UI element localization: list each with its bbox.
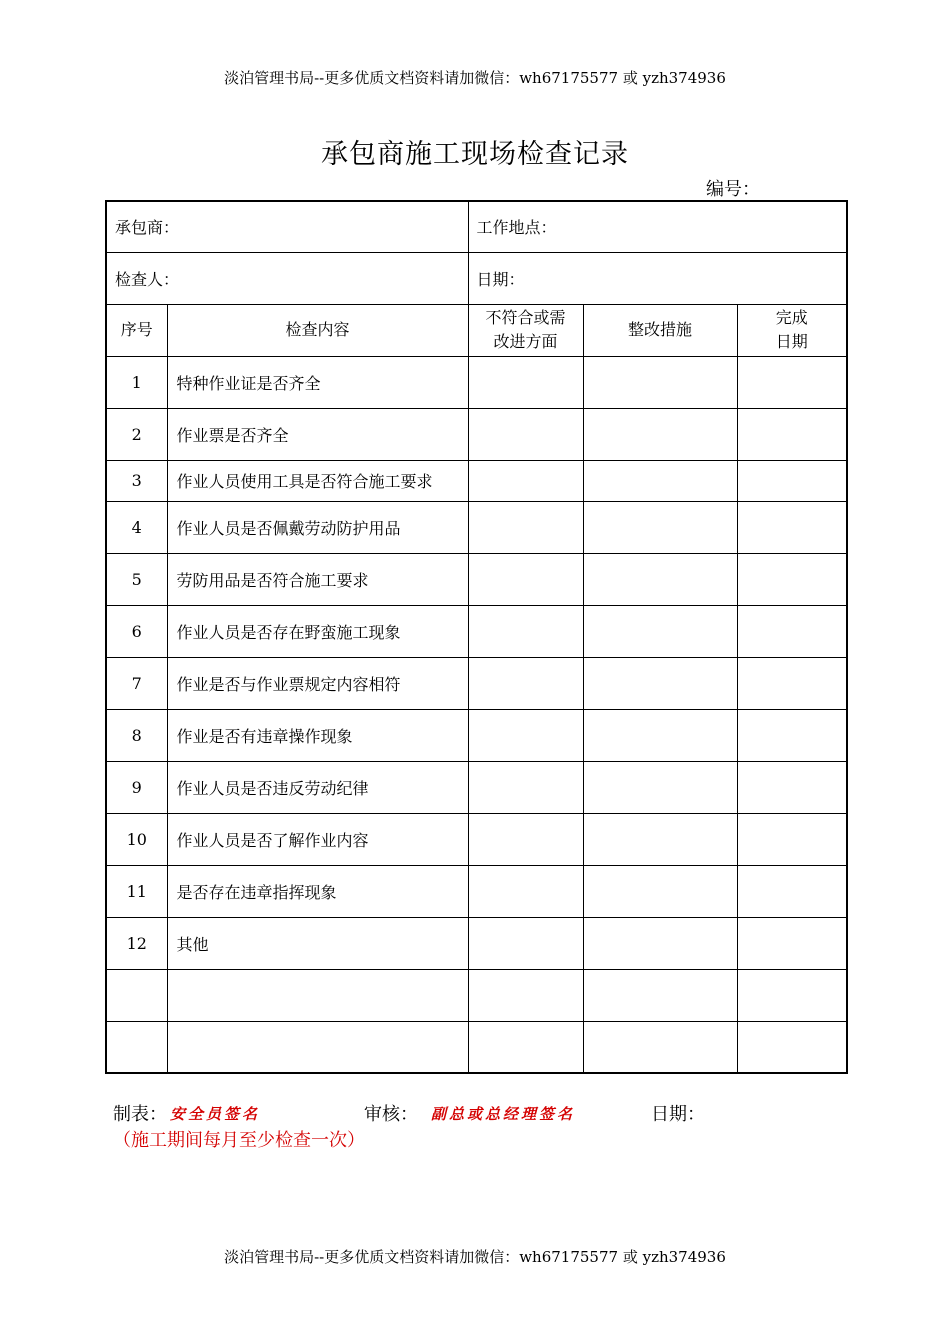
measures-cell[interactable] <box>583 553 737 605</box>
row-item: 作业人员是否存在野蛮施工现象 <box>167 605 468 657</box>
table-row <box>106 605 847 657</box>
row-number: 7 <box>106 657 167 709</box>
table-row <box>106 865 847 917</box>
col-nonconform-line2: 改进方面 <box>493 332 558 351</box>
table-row <box>106 553 847 605</box>
nonconform-cell[interactable] <box>468 709 583 761</box>
measures-cell[interactable] <box>583 356 737 408</box>
measures-cell[interactable] <box>583 709 737 761</box>
column-header-row <box>106 304 847 356</box>
row-item: 特种作业证是否齐全 <box>167 356 468 408</box>
location-label: 工作地点： <box>476 218 557 238</box>
nonconform-cell[interactable] <box>468 917 583 969</box>
row-item: 其他 <box>167 917 468 969</box>
table-row <box>106 813 847 865</box>
measures-cell[interactable] <box>583 408 737 460</box>
blank-cell[interactable] <box>583 969 737 1021</box>
row-number: 3 <box>106 460 167 501</box>
finish-date-cell[interactable] <box>737 917 847 969</box>
row-item: 作业人员是否了解作业内容 <box>167 813 468 865</box>
col-measures-header: 整改措施 <box>583 304 737 356</box>
sign-date-label: 日期： <box>651 1104 705 1125</box>
finish-date-cell[interactable] <box>737 356 847 408</box>
blank-cell[interactable] <box>106 1021 167 1073</box>
table-row <box>106 917 847 969</box>
table-row <box>106 761 847 813</box>
col-content-header: 检查内容 <box>167 304 468 356</box>
table-row <box>106 356 847 408</box>
measures-cell[interactable] <box>583 813 737 865</box>
row-item: 劳防用品是否符合施工要求 <box>167 553 468 605</box>
measures-cell[interactable] <box>583 657 737 709</box>
inspector-field[interactable] <box>106 252 468 304</box>
measures-cell[interactable] <box>583 865 737 917</box>
row-number: 6 <box>106 605 167 657</box>
nonconform-cell[interactable] <box>468 761 583 813</box>
row-number: 4 <box>106 501 167 553</box>
blank-cell[interactable] <box>167 1021 468 1073</box>
review-label: 审核： <box>364 1104 418 1125</box>
blank-cell[interactable] <box>737 969 847 1021</box>
nonconform-cell[interactable] <box>468 408 583 460</box>
inspection-frequency-note: （施工期间每月至少检查一次） <box>113 1130 365 1151</box>
col-finish-header <box>737 304 847 356</box>
inspector-label: 检查人： <box>115 269 180 289</box>
nonconform-cell[interactable] <box>468 553 583 605</box>
nonconform-cell[interactable] <box>468 605 583 657</box>
blank-cell[interactable] <box>737 1021 847 1073</box>
nonconform-cell[interactable] <box>468 865 583 917</box>
finish-date-cell[interactable] <box>737 408 847 460</box>
row-item: 是否存在违章指挥现象 <box>167 865 468 917</box>
measures-cell[interactable] <box>583 761 737 813</box>
row-item: 作业是否与作业票规定内容相符 <box>167 657 468 709</box>
blank-cell[interactable] <box>468 969 583 1021</box>
blank-cell[interactable] <box>167 969 468 1021</box>
row-number: 12 <box>106 917 167 969</box>
col-finish-line1: 完成 <box>775 308 808 327</box>
row-number: 11 <box>106 865 167 917</box>
blank-row <box>106 1021 847 1073</box>
nonconform-cell[interactable] <box>468 501 583 553</box>
footer-note: 淡泊管理书局--更多优质文档资料请加微信：wh67175577 或 yzh374936 <box>224 1248 726 1266</box>
contractor-row <box>106 201 847 252</box>
blank-row <box>106 969 847 1021</box>
col-nonconform-header <box>468 304 583 356</box>
header-note: 淡泊管理书局--更多优质文档资料请加微信：wh67175577 或 yzh374936 <box>224 69 726 87</box>
review-signature: 副总或总经理签名 <box>431 1105 576 1123</box>
date-label: 日期： <box>476 269 525 289</box>
measures-cell[interactable] <box>583 605 737 657</box>
table-row <box>106 501 847 553</box>
finish-date-cell[interactable] <box>737 865 847 917</box>
measures-cell[interactable] <box>583 460 737 501</box>
code-label: 编号： <box>706 179 760 200</box>
inspector-row <box>106 252 847 304</box>
col-nonconform-line1: 不符合或需 <box>485 308 566 327</box>
row-number: 8 <box>106 709 167 761</box>
row-item: 作业是否有违章操作现象 <box>167 709 468 761</box>
row-number: 9 <box>106 761 167 813</box>
col-seq-header: 序号 <box>106 304 167 356</box>
finish-date-cell[interactable] <box>737 813 847 865</box>
nonconform-cell[interactable] <box>468 460 583 501</box>
table-row <box>106 657 847 709</box>
made-by-signature: 安全员签名 <box>170 1105 261 1123</box>
contractor-field[interactable] <box>106 201 468 252</box>
date-field[interactable] <box>468 252 847 304</box>
nonconform-cell[interactable] <box>468 356 583 408</box>
row-item: 作业人员是否佩戴劳动防护用品 <box>167 501 468 553</box>
measures-cell[interactable] <box>583 501 737 553</box>
finish-date-cell[interactable] <box>737 553 847 605</box>
table-row <box>106 709 847 761</box>
row-number: 10 <box>106 813 167 865</box>
measures-cell[interactable] <box>583 917 737 969</box>
finish-date-cell[interactable] <box>737 460 847 501</box>
finish-date-cell[interactable] <box>737 657 847 709</box>
made-by-label: 制表： <box>113 1104 167 1125</box>
finish-date-cell[interactable] <box>737 761 847 813</box>
page-title: 承包商施工现场检查记录 <box>321 139 629 170</box>
nonconform-cell[interactable] <box>468 657 583 709</box>
blank-cell[interactable] <box>468 1021 583 1073</box>
finish-date-cell[interactable] <box>737 501 847 553</box>
table-row <box>106 460 847 501</box>
row-number: 1 <box>106 356 167 408</box>
row-item: 作业票是否齐全 <box>167 408 468 460</box>
location-field[interactable] <box>468 201 847 252</box>
finish-date-cell[interactable] <box>737 605 847 657</box>
row-item: 作业人员是否违反劳动纪律 <box>167 761 468 813</box>
row-number: 5 <box>106 553 167 605</box>
row-item: 作业人员使用工具是否符合施工要求 <box>167 460 468 501</box>
table-row <box>106 408 847 460</box>
blank-cell[interactable] <box>106 969 167 1021</box>
col-finish-line2: 日期 <box>775 332 808 351</box>
row-number: 2 <box>106 408 167 460</box>
inspection-form-table <box>105 200 848 1074</box>
blank-cell[interactable] <box>583 1021 737 1073</box>
contractor-label: 承包商： <box>115 218 180 238</box>
nonconform-cell[interactable] <box>468 813 583 865</box>
finish-date-cell[interactable] <box>737 709 847 761</box>
